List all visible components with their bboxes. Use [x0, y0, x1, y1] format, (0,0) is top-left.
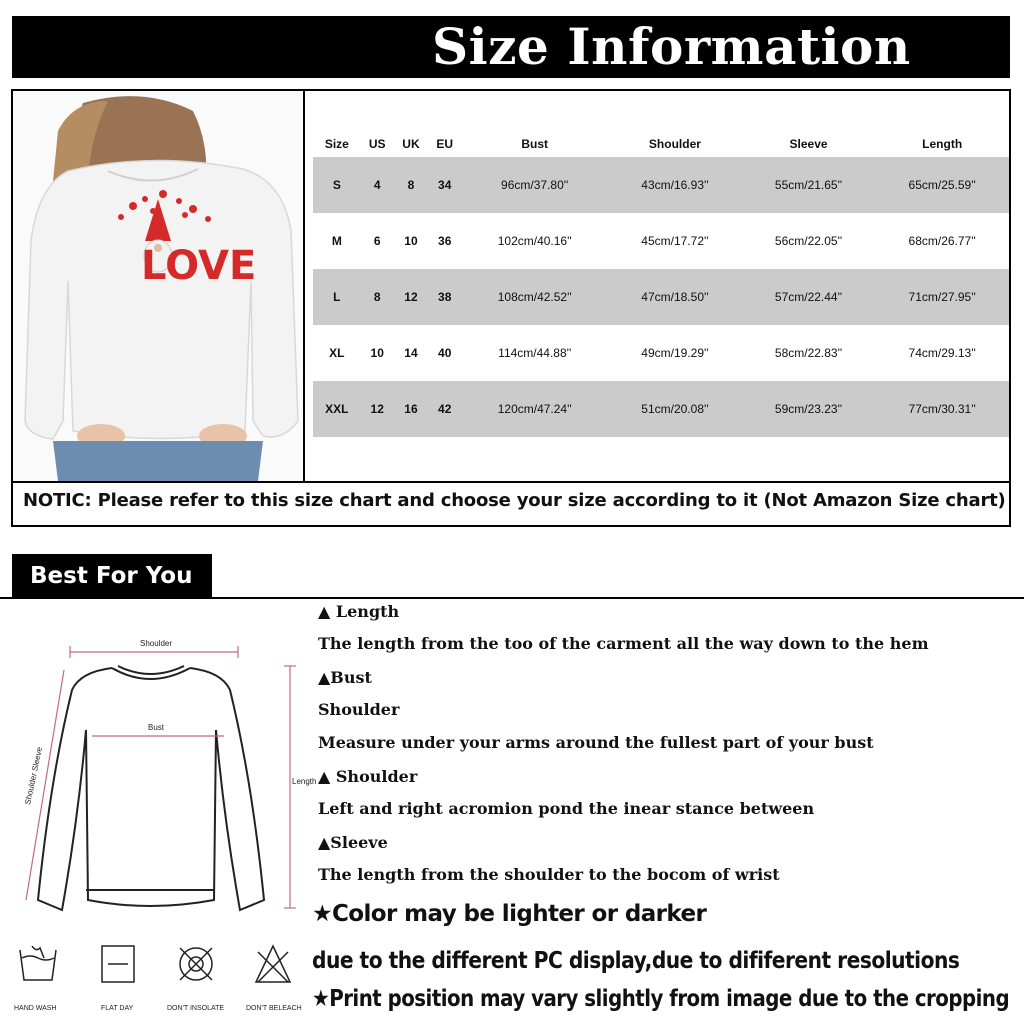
dont-insolate-icon — [180, 948, 212, 980]
table-cell: 45cm/17.72'' — [641, 234, 709, 248]
desc-length-heading: ▲ Length — [318, 602, 400, 621]
divider — [13, 481, 1009, 483]
table-cell: 12 — [394, 269, 428, 325]
product-photo — [13, 91, 305, 481]
table-cell: 10 — [404, 234, 418, 248]
table-cell: 74cm/29.13'' — [908, 346, 976, 360]
note-color: ★Color may be lighter or darker — [312, 901, 707, 927]
table-cell: 68cm/26.77'' — [908, 234, 976, 248]
care-label: DON'T BELEACH — [246, 1005, 302, 1012]
column-header: US — [368, 137, 386, 151]
best-for-you-tab: Best For You — [12, 554, 212, 599]
table-cell: S — [313, 157, 361, 213]
care-label: FLAT DAY — [101, 1005, 134, 1012]
table-cell: 59cm/23.23'' — [742, 381, 876, 437]
table-cell: 14 — [404, 346, 418, 360]
column-header: UK — [402, 137, 420, 151]
table-cell: 40 — [438, 346, 452, 360]
print-word: LOVE — [141, 243, 257, 289]
table-cell: 58cm/22.83'' — [774, 346, 843, 360]
bust-label: Bust — [148, 723, 165, 732]
measurement-diagram — [0, 600, 317, 940]
table-cell: 6 — [373, 234, 381, 248]
column-header: EU — [436, 137, 454, 151]
table-cell: 55cm/21.65'' — [742, 157, 876, 213]
table-cell: 49cm/19.29'' — [641, 346, 709, 360]
table-cell: 120cm/47.24'' — [461, 381, 608, 437]
table-cell: 102cm/40.16'' — [497, 234, 572, 248]
table-cell: 8 — [361, 269, 394, 325]
table-cell: L — [313, 269, 361, 325]
table-cell: 77cm/30.31'' — [875, 381, 1009, 437]
column-header: Bust — [521, 137, 549, 151]
table-cell: 96cm/37.80'' — [461, 157, 608, 213]
table-cell: 10 — [370, 346, 384, 360]
table-cell: 16 — [394, 381, 428, 437]
table-cell: 34 — [428, 157, 461, 213]
sleeve-label: Shoulder Sleeve — [23, 746, 45, 806]
table-row — [313, 381, 1009, 437]
note-print-position: ★Print position may vary slightly from image due to the cropping — [312, 986, 1010, 1012]
table-cell: 47cm/18.50'' — [608, 269, 742, 325]
desc-shoulder-heading: ▲ Shoulder — [318, 767, 418, 786]
model-wearing-sweatshirt-image — [13, 91, 305, 481]
desc-length-text: The length from the too of the carment all the way down to the hem — [318, 634, 929, 653]
table-cell: 12 — [361, 381, 394, 437]
table-cell: 51cm/20.08'' — [608, 381, 742, 437]
hand-wash-icon — [20, 946, 56, 980]
column-header: Size — [324, 137, 349, 151]
table-cell: XL — [329, 346, 345, 360]
desc-bust-sub: Shoulder — [318, 700, 400, 719]
desc-bust-heading: ▲Bust — [318, 668, 372, 687]
page-title: Size Information — [432, 17, 911, 76]
column-header: Sleeve — [789, 137, 828, 151]
table-cell: 8 — [394, 157, 428, 213]
table-cell: 114cm/44.88'' — [498, 346, 572, 360]
table-row — [313, 157, 1009, 213]
care-icons — [0, 938, 310, 1024]
table-cell: 42 — [428, 381, 461, 437]
table-row — [313, 269, 1009, 325]
care-label: HAND WASH — [14, 1005, 57, 1012]
table-cell: M — [331, 234, 342, 248]
table-cell: 43cm/16.93'' — [608, 157, 742, 213]
length-label: Length — [292, 777, 317, 786]
desc-sleeve-text: The length from the shoulder to the bocom of wrist — [318, 865, 780, 884]
table-cell: 36 — [438, 234, 452, 248]
title-bar — [12, 16, 1010, 78]
note-display: due to the different PC display,due to dififerent resolutions — [312, 948, 960, 974]
table-cell: XXL — [313, 381, 361, 437]
table-cell: 65cm/25.59'' — [875, 157, 1009, 213]
table-cell: 38 — [428, 269, 461, 325]
desc-shoulder-text: Left and right acromion pond the inear stance between — [318, 799, 815, 818]
table-cell: 108cm/42.52'' — [461, 269, 608, 325]
size-notice: NOTIC: Please refer to this size chart and choose your size according to it (Not Amazon Size chart) — [23, 490, 1006, 511]
size-table — [313, 131, 1009, 437]
table-cell: 71cm/27.95'' — [875, 269, 1009, 325]
table-cell: 4 — [361, 157, 394, 213]
flat-dry-icon — [102, 946, 134, 982]
measure-lines — [26, 646, 296, 908]
desc-sleeve-heading: ▲Sleeve — [318, 833, 388, 852]
size-info-frame — [11, 89, 1011, 527]
table-row — [313, 213, 1009, 269]
table-cell: 57cm/22.44'' — [742, 269, 876, 325]
sweatshirt-outline — [38, 666, 264, 910]
column-header: Length — [922, 137, 963, 151]
care-label: DON'T INSOLATE — [167, 1005, 225, 1012]
desc-bust-text: Measure under your arms around the fullest part of your bust — [318, 733, 874, 752]
table-cell: 56cm/22.05'' — [774, 234, 843, 248]
column-header: Shoulder — [648, 137, 701, 151]
table-row — [313, 325, 1009, 381]
table-header-row — [313, 131, 1009, 157]
dont-bleach-icon — [256, 946, 290, 982]
shoulder-label: Shoulder — [140, 639, 173, 648]
